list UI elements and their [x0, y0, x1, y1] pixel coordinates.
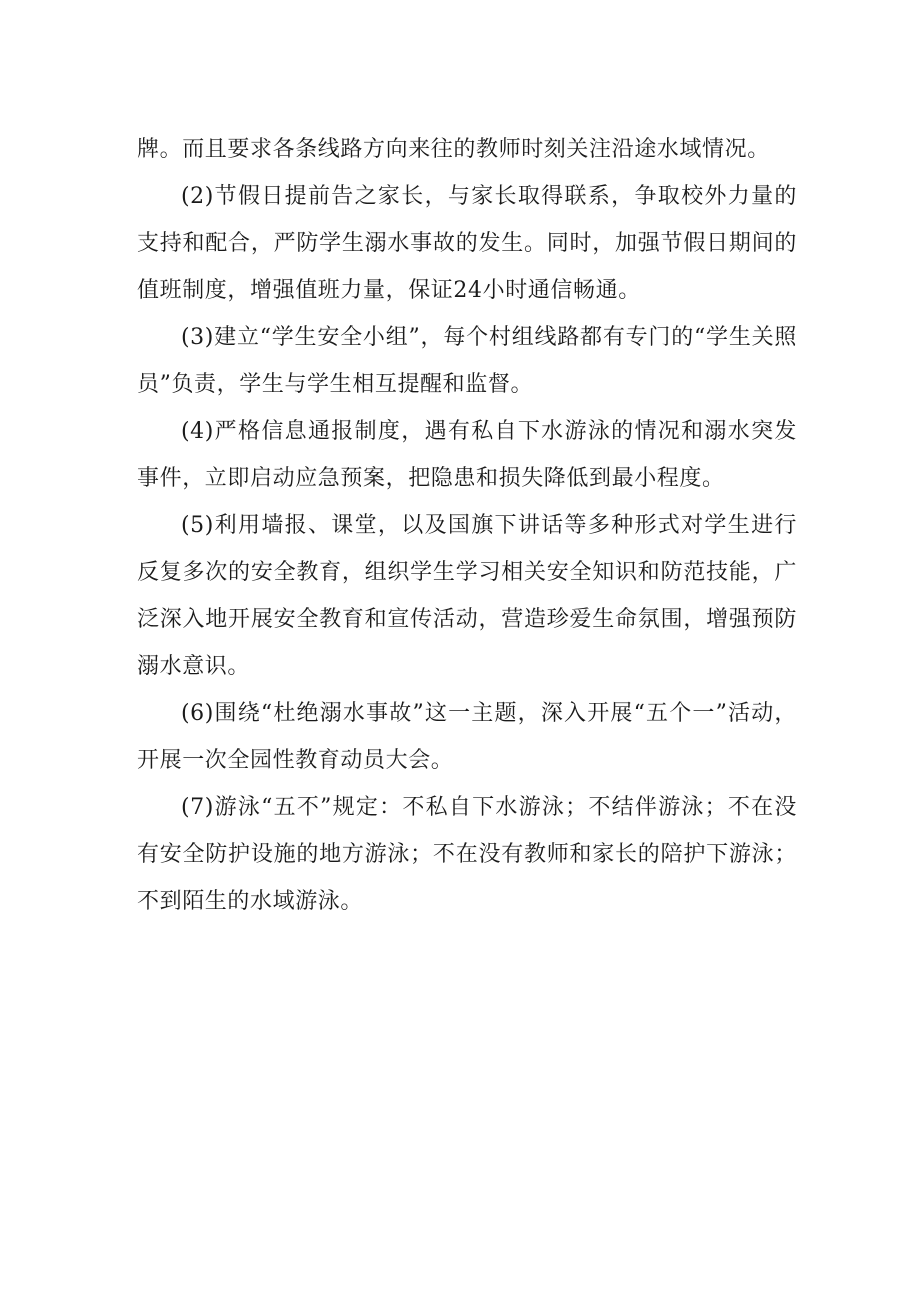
- paragraph-item-3: (3)建立“学生安全小组”，每个村组线路都有专门的“学生关照员”负责，学生与学生相互提醒和监督。: [137, 325, 797, 397]
- paragraph-item-4: (4)严格信息通报制度，遇有私自下水游泳的情况和溺水突发事件，立即启动应急预案，把隐患和损失降低到最小程度。: [137, 419, 797, 491]
- paragraph-item-2: (2)节假日提前告之家长，与家长取得联系，争取校外力量的支持和配合，严防学生溺水事故的发生。同时，加强节假日期间的值班制度，增强值班力量，保证24小时通信畅通。: [137, 184, 797, 303]
- document-body: [137, 126, 797, 925]
- paragraph-continuation: 牌。而且要求各条线路方向来往的教师时刻关注沿途水域情况。: [137, 137, 770, 162]
- paragraph-item-7: (7)游泳“五不”规定：不私自下水游泳；不结伴游泳；不在没有安全防护设施的地方游泳；不在没有教师和家长的陪护下游泳；不到陌生的水域游泳。: [137, 795, 797, 914]
- paragraph-item-5: (5)利用墙报、课堂，以及国旗下讲话等多种形式对学生进行反复多次的安全教育，组织学生学习相关安全知识和防范技能，广泛深入地开展安全教育和宣传活动，营造珍爱生命氛围，增强预防溺水意识。: [137, 513, 797, 679]
- paragraph-item-6: (6)围绕“杜绝溺水事故”这一主题，深入开展“五个一”活动，开展一次全园性教育动员大会。: [137, 701, 797, 773]
